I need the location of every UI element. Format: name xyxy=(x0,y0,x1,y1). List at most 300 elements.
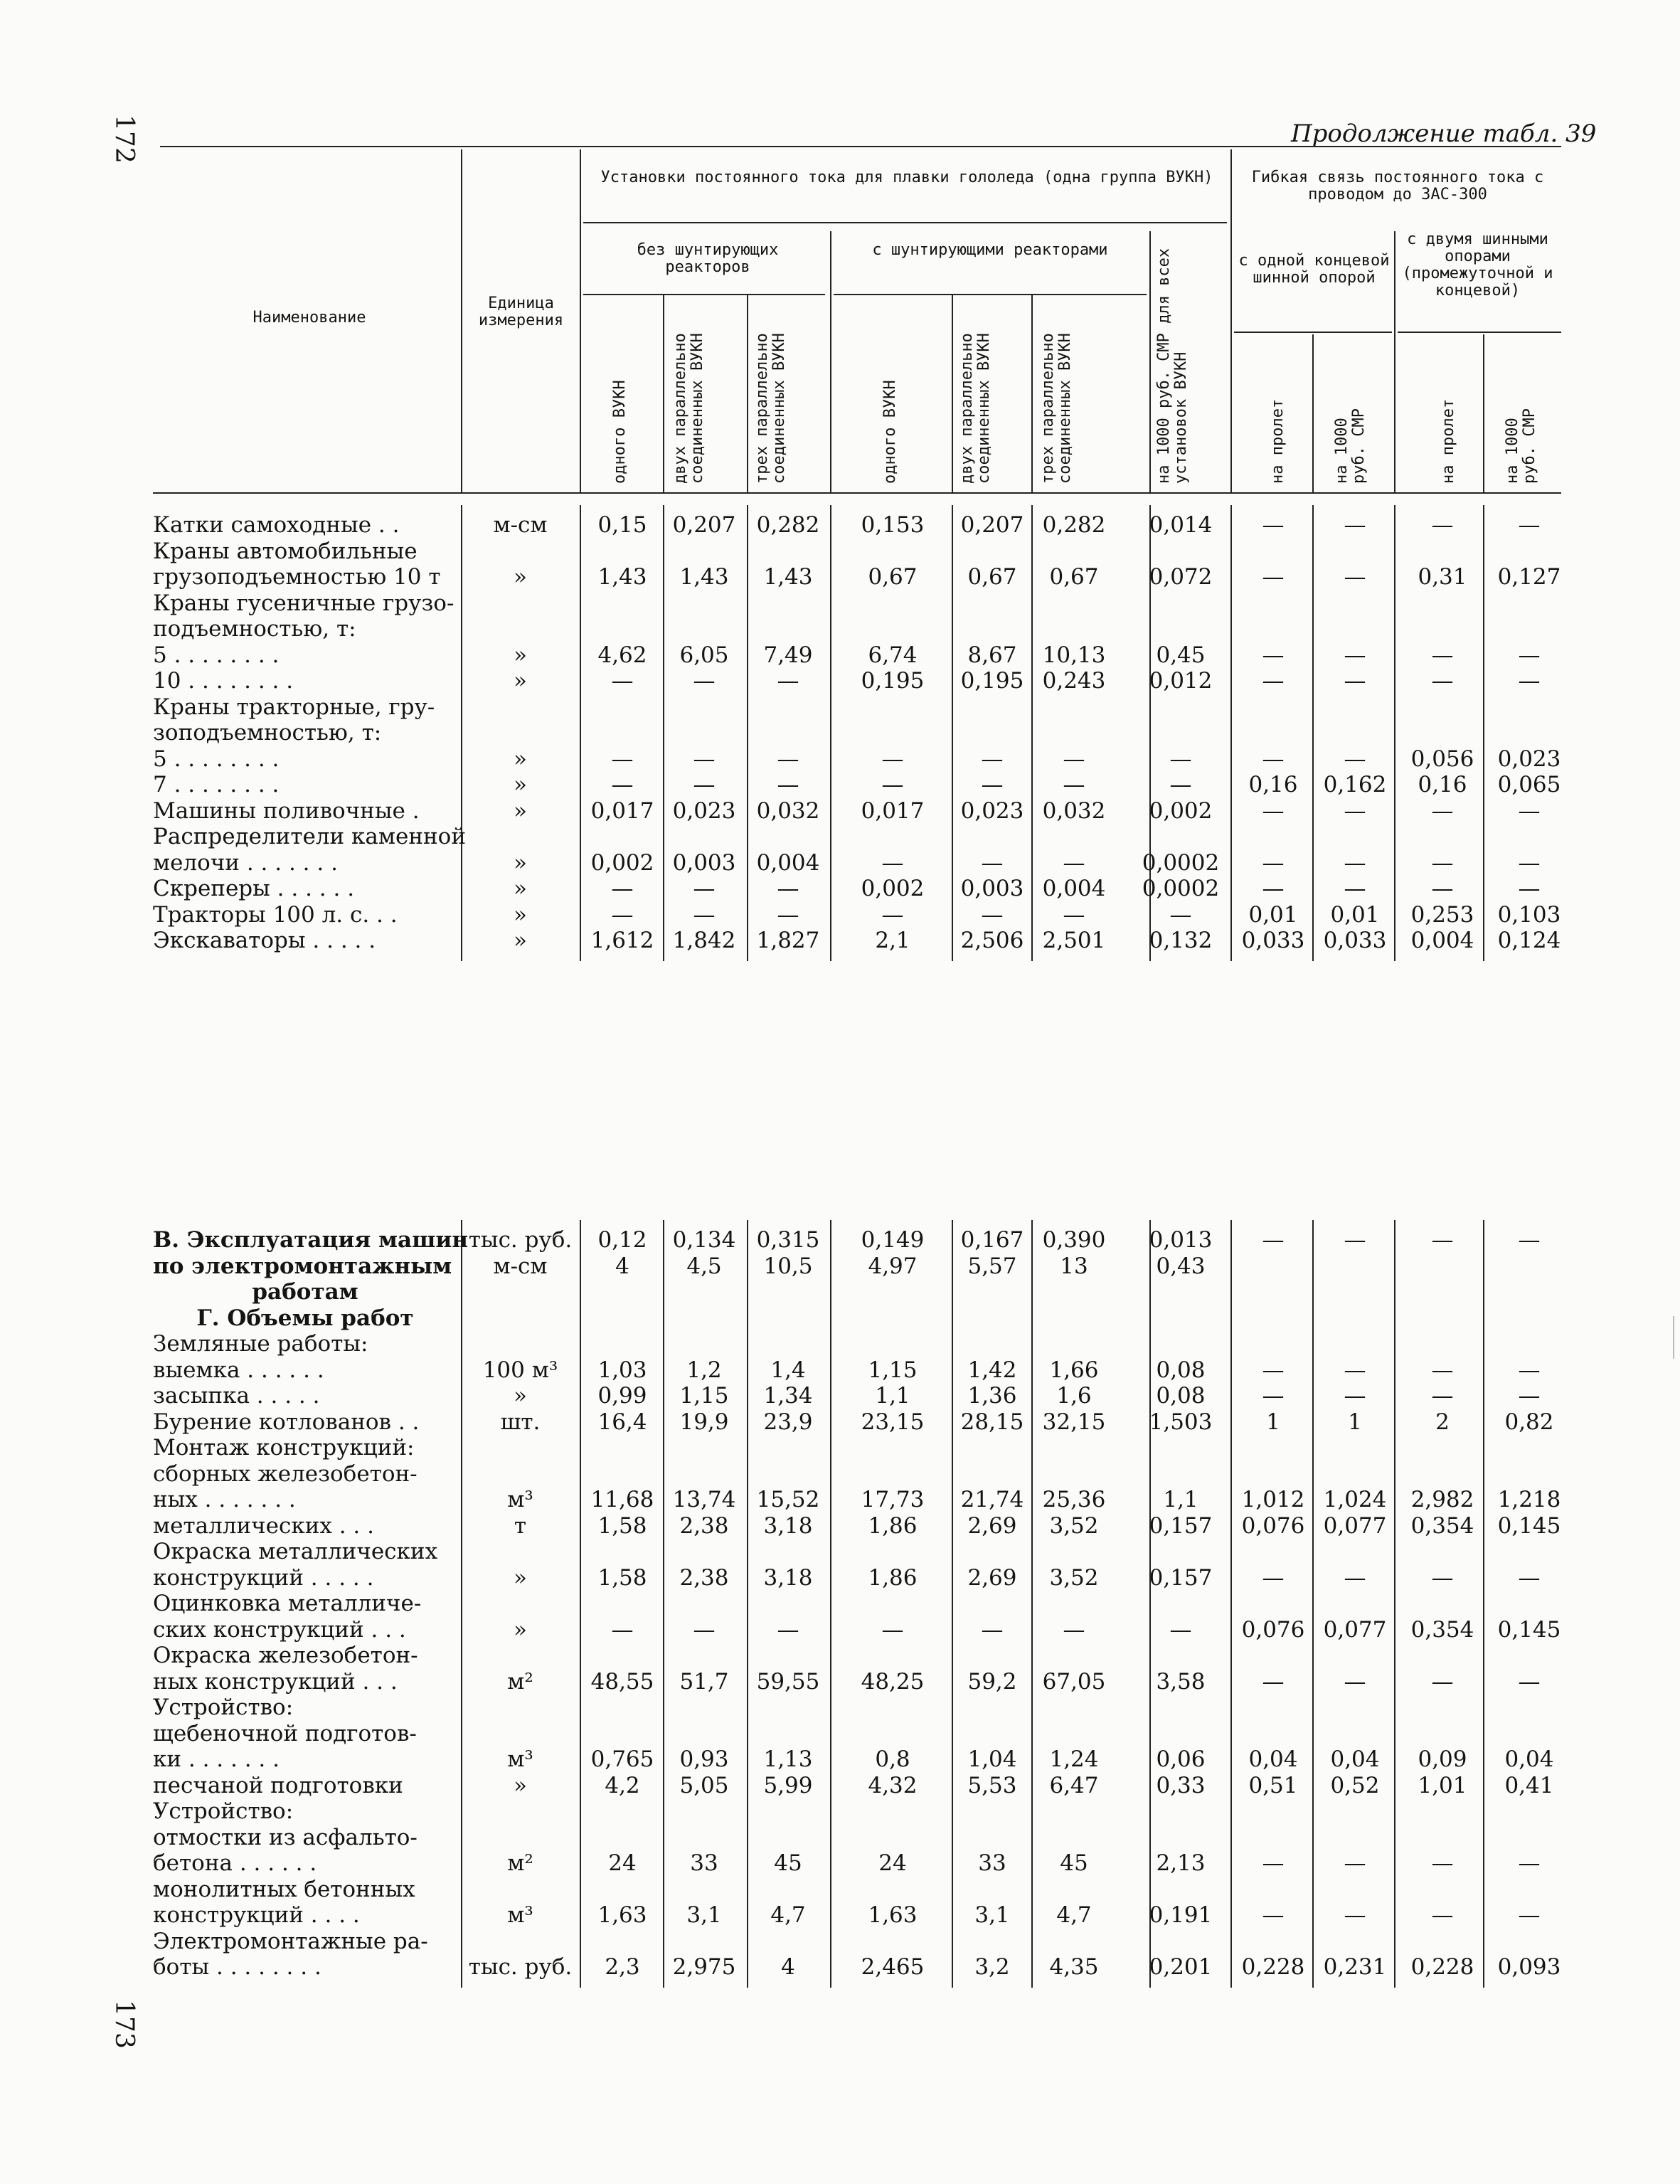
table-cell: — xyxy=(981,1616,1004,1643)
row-name: конструкций . . . . . xyxy=(153,1564,374,1591)
table-cell: 0,231 xyxy=(1323,1954,1387,1980)
table-cell: — xyxy=(1431,797,1454,824)
table-cell: — xyxy=(881,1616,904,1643)
header-group-b-sub1: с одной концевой шинной опорой xyxy=(1238,252,1390,287)
row-unit: » xyxy=(514,772,527,797)
table-cell: 0,228 xyxy=(1410,1954,1474,1980)
table-cell: — xyxy=(693,876,716,901)
table-cell: 4,7 xyxy=(770,1902,806,1928)
row-unit: » xyxy=(514,1564,527,1591)
table-cell: 3,2 xyxy=(974,1954,1010,1980)
table-cell: 0,16 xyxy=(1248,772,1298,797)
table-cell: 51,7 xyxy=(679,1668,729,1695)
table-cell: 2 xyxy=(1435,1409,1450,1435)
row-name: В. Эксплуатация машин xyxy=(153,1227,469,1253)
table-cell: 1,15 xyxy=(679,1383,729,1409)
row-name: Электромонтажные ра- xyxy=(153,1928,428,1954)
row-name: Распределители каменной xyxy=(153,824,467,849)
row-name: Земляные работы: xyxy=(153,1331,368,1357)
row-name: Бурение котлованов . . xyxy=(153,1409,420,1435)
table-cell: 1,1 xyxy=(1163,1487,1198,1512)
table-cell: — xyxy=(1262,797,1285,824)
table-cell: 0,012 xyxy=(1149,668,1213,694)
table-cell: 3,1 xyxy=(974,1902,1010,1928)
table-cell: 1,36 xyxy=(967,1383,1017,1409)
table-cell: 0,390 xyxy=(1042,1227,1106,1253)
row-name: песчаной подготовки xyxy=(153,1772,403,1798)
row-name: работам xyxy=(252,1279,358,1305)
table-cell: — xyxy=(1262,642,1285,668)
col-label: на 1000 руб. СМР для всех установок ВУКН xyxy=(1155,248,1190,484)
table-cell: — xyxy=(1431,1850,1454,1876)
table-cell: — xyxy=(777,876,799,901)
header-group-a-sub2: с шунтирующими реакторами xyxy=(872,241,1108,259)
table-cell: — xyxy=(1262,1564,1285,1591)
table-cell: 2,1 xyxy=(875,928,910,953)
table-cell: 0,12 xyxy=(597,1227,647,1253)
table-cell: — xyxy=(1344,512,1366,538)
table-cell: 0,077 xyxy=(1323,1512,1387,1539)
table-cell: 2,69 xyxy=(967,1564,1017,1591)
table-cell: 0,002 xyxy=(861,876,925,901)
row-unit: » xyxy=(514,1616,527,1643)
table-cell: 0,033 xyxy=(1241,928,1305,953)
table-cell: 28,15 xyxy=(960,1409,1024,1435)
table-cell: 0,67 xyxy=(967,564,1017,590)
header-group-b: Гибкая связь постоянного тока с проводом до 3АС-300 xyxy=(1251,169,1544,203)
table-cell: — xyxy=(1431,1902,1454,1928)
table-cell: 1,03 xyxy=(597,1357,647,1383)
row-name: металлических . . . xyxy=(153,1512,374,1539)
header-divider xyxy=(747,295,748,492)
header-divider xyxy=(1230,149,1232,492)
col-label: одного ВУКН xyxy=(611,380,629,484)
table-cell: 4,7 xyxy=(1056,1902,1092,1928)
row-unit: » xyxy=(514,901,527,928)
table-cell: 0,8 xyxy=(875,1746,910,1772)
header-group-b-sub2: с двумя шинными опорами (промежуточной и концевой) xyxy=(1402,230,1553,299)
table-cell: 0,06 xyxy=(1156,1746,1206,1772)
table-cell: 1,01 xyxy=(1418,1772,1467,1798)
table-cell: 0,023 xyxy=(960,797,1024,824)
table-cell: 1,43 xyxy=(763,564,813,590)
table-cell: 1,04 xyxy=(967,1746,1017,1772)
table-cell: 0,032 xyxy=(756,797,820,824)
row-name: ки . . . . . . . xyxy=(153,1746,280,1772)
table-cell: — xyxy=(1518,1668,1541,1695)
continuation-title: Продолжение табл. 39 xyxy=(1291,120,1597,148)
table-cell: 24 xyxy=(608,1850,637,1876)
table-cell: — xyxy=(1344,746,1366,772)
row-unit: » xyxy=(514,1772,527,1798)
table-cell: 0,67 xyxy=(868,564,918,590)
row-unit: м³ xyxy=(507,1487,533,1512)
col-label: на пролет xyxy=(1269,398,1287,484)
table-cell: — xyxy=(611,901,634,928)
table-cell: — xyxy=(1518,849,1541,876)
table-cell: 1,58 xyxy=(597,1564,647,1591)
table-cell: 1,63 xyxy=(597,1902,647,1928)
table-cell: — xyxy=(1344,1227,1366,1253)
row-name: грузоподъемностью 10 т xyxy=(153,564,441,590)
table-cell: 1,612 xyxy=(590,928,654,953)
table-cell: 1,66 xyxy=(1049,1357,1099,1383)
table-cell: 0,195 xyxy=(861,668,925,694)
row-name: Скреперы . . . . . . xyxy=(153,876,355,901)
row-name: Монтаж конструкций: xyxy=(153,1435,415,1461)
table-cell: 59,55 xyxy=(756,1668,820,1695)
table-cell: — xyxy=(1169,901,1192,928)
table-cell: — xyxy=(1262,564,1285,590)
row-unit: » xyxy=(514,876,527,901)
table-cell: — xyxy=(1344,668,1366,694)
table-cell: 23,9 xyxy=(763,1409,813,1435)
row-name: 5 . . . . . . . . xyxy=(153,642,280,668)
table-cell: 3,1 xyxy=(686,1902,722,1928)
table-cell: — xyxy=(1518,1227,1541,1253)
row-name: 10 . . . . . . . . xyxy=(153,668,294,694)
table-cell: 0,004 xyxy=(756,849,820,876)
top-rule xyxy=(160,146,1561,147)
table-cell: 0,167 xyxy=(960,1227,1024,1253)
row-name: по электромонтажным xyxy=(153,1253,452,1279)
table-cell: 0,065 xyxy=(1497,772,1561,797)
header-divider xyxy=(583,294,825,295)
table-cell: — xyxy=(611,1616,634,1643)
header-divider xyxy=(830,231,831,492)
table-cell: 1,58 xyxy=(597,1512,647,1539)
header-divider xyxy=(1394,231,1395,492)
table-cell: 1,13 xyxy=(763,1746,813,1772)
table-cell: 0,002 xyxy=(1149,797,1213,824)
table-cell: 0,162 xyxy=(1323,772,1387,797)
table-cell: 0,0002 xyxy=(1142,849,1220,876)
table-cell: — xyxy=(1063,901,1085,928)
table-cell: 7,49 xyxy=(763,642,813,668)
col-label: на пролет xyxy=(1440,398,1457,484)
row-name: Г. Объемы работ xyxy=(196,1305,414,1331)
table-cell: — xyxy=(1169,746,1192,772)
table-cell: 2,38 xyxy=(679,1564,729,1591)
table-cell: 0,145 xyxy=(1497,1512,1561,1539)
table-cell: 0,093 xyxy=(1497,1954,1561,1980)
table-cell: 0,017 xyxy=(590,797,654,824)
table-cell: 0,033 xyxy=(1323,928,1387,953)
table-cell: 1,218 xyxy=(1497,1487,1561,1512)
row-name: засыпка . . . . . xyxy=(153,1383,320,1409)
table-cell: 0,282 xyxy=(756,512,820,538)
table-cell: 0,04 xyxy=(1330,1746,1380,1772)
row-unit: т xyxy=(514,1512,527,1539)
row-name: Катки самоходные . . xyxy=(153,512,400,538)
table-cell: 11,68 xyxy=(590,1487,654,1512)
table-cell: 24 xyxy=(878,1850,907,1876)
table-cell: 1,024 xyxy=(1323,1487,1387,1512)
table-cell: 0,157 xyxy=(1149,1512,1213,1539)
table-cell: 0,99 xyxy=(597,1383,647,1409)
header-divider xyxy=(1312,334,1314,492)
table-cell: 45 xyxy=(774,1850,802,1876)
table-cell: — xyxy=(1518,1357,1541,1383)
table-cell: 0,765 xyxy=(590,1746,654,1772)
table-cell: 5,99 xyxy=(763,1772,813,1798)
table-cell: — xyxy=(1431,1564,1454,1591)
table-cell: 45 xyxy=(1060,1850,1088,1876)
header-divider xyxy=(1031,295,1033,492)
table-cell: 0,145 xyxy=(1497,1616,1561,1643)
table-cell: — xyxy=(1518,797,1541,824)
table-cell: — xyxy=(1344,564,1366,590)
table-cell: 16,4 xyxy=(597,1409,647,1435)
col-label: одного ВУКН xyxy=(881,380,899,484)
table-cell: 5,53 xyxy=(967,1772,1017,1798)
table-cell: — xyxy=(1431,1227,1454,1253)
table-cell: 0,124 xyxy=(1497,928,1561,953)
row-name: 5 . . . . . . . . xyxy=(153,746,280,772)
table-cell: 0,354 xyxy=(1410,1616,1474,1643)
table-cell: 0,191 xyxy=(1149,1902,1213,1928)
table-cell: 4 xyxy=(781,1954,795,1980)
table-cell: — xyxy=(777,668,799,694)
table-cell: 13,74 xyxy=(672,1487,736,1512)
table-cell: 0,08 xyxy=(1156,1357,1206,1383)
table-cell: 13 xyxy=(1060,1253,1088,1279)
row-name: 7 . . . . . . . . xyxy=(153,772,280,797)
col-label: трех параллельно соединенных ВУКН xyxy=(753,333,788,484)
table-cell: 10,13 xyxy=(1042,642,1106,668)
table-cell: 4,32 xyxy=(868,1772,918,1798)
table-cell: — xyxy=(981,772,1004,797)
table-cell: 1,43 xyxy=(597,564,647,590)
table-cell: 0,354 xyxy=(1410,1512,1474,1539)
table-cell: 0,315 xyxy=(756,1227,820,1253)
table-cell: 0,004 xyxy=(1042,876,1106,901)
table-cell: 2,69 xyxy=(967,1512,1017,1539)
table-cell: — xyxy=(1518,1564,1541,1591)
col-label: двух параллельно соединенных ВУКН xyxy=(671,333,706,484)
table-cell: 1,827 xyxy=(756,928,820,953)
row-unit: » xyxy=(514,1383,527,1409)
table-cell: — xyxy=(1262,1357,1285,1383)
table-cell: 2,982 xyxy=(1410,1487,1474,1512)
table-cell: 0,43 xyxy=(1156,1253,1206,1279)
table-cell: — xyxy=(1518,876,1541,901)
table-cell: 59,2 xyxy=(967,1668,1017,1695)
row-name: Краны автомобильные xyxy=(153,538,418,564)
table-cell: — xyxy=(1063,746,1085,772)
table-cell: — xyxy=(881,849,904,876)
table-cell: 2,506 xyxy=(960,928,1024,953)
table-cell: — xyxy=(1344,1357,1366,1383)
table-cell: 1,6 xyxy=(1056,1383,1092,1409)
table-cell: — xyxy=(777,772,799,797)
table-cell: 0,157 xyxy=(1149,1564,1213,1591)
table-cell: 4,97 xyxy=(868,1253,918,1279)
table-cell: — xyxy=(777,901,799,928)
table-cell: — xyxy=(1063,849,1085,876)
table-cell: 0,15 xyxy=(597,512,647,538)
table-cell: 1,1 xyxy=(875,1383,910,1409)
row-name: Окраска металлических xyxy=(153,1539,438,1564)
table-cell: 2,38 xyxy=(679,1512,729,1539)
row-name: зоподъемностью, т: xyxy=(153,720,382,746)
table-cell: 0,201 xyxy=(1149,1954,1213,1980)
table-cell: 2,501 xyxy=(1042,928,1106,953)
row-name: Устройство: xyxy=(153,1798,294,1824)
row-unit: 100 м³ xyxy=(482,1357,558,1383)
row-name: конструкций . . . . xyxy=(153,1902,360,1928)
table-cell: — xyxy=(1344,1850,1366,1876)
table-cell: 0,195 xyxy=(960,668,1024,694)
table-cell: 67,05 xyxy=(1042,1668,1106,1695)
row-unit: » xyxy=(514,642,527,668)
row-unit: » xyxy=(514,849,527,876)
table-cell: — xyxy=(1518,1850,1541,1876)
table-cell: 1,42 xyxy=(967,1357,1017,1383)
row-unit: м² xyxy=(507,1668,533,1695)
row-unit: м-см xyxy=(493,1253,548,1279)
table-cell: 0,002 xyxy=(590,849,654,876)
table-cell: 1 xyxy=(1348,1409,1362,1435)
table-cell: 0,017 xyxy=(861,797,925,824)
table-cell: 48,25 xyxy=(861,1668,925,1695)
table-cell: — xyxy=(611,876,634,901)
table-cell: 25,36 xyxy=(1042,1487,1106,1512)
table-cell: 1,86 xyxy=(868,1564,918,1591)
header-divider xyxy=(1483,334,1484,492)
table-cell: — xyxy=(777,1616,799,1643)
table-cell: 0,149 xyxy=(861,1227,925,1253)
col-label: двух параллельно соединенных ВУКН xyxy=(958,333,993,484)
table-cell: 0,82 xyxy=(1504,1409,1554,1435)
row-name: выемка . . . . . . xyxy=(153,1357,324,1383)
header-divider xyxy=(1398,332,1561,333)
row-unit: шт. xyxy=(500,1409,541,1435)
table-cell: — xyxy=(1262,849,1285,876)
table-cell: 0,01 xyxy=(1330,901,1380,928)
table-cell: 15,52 xyxy=(756,1487,820,1512)
table-cell: — xyxy=(1063,1616,1085,1643)
table-cell: 0,003 xyxy=(672,849,736,876)
table-cell: — xyxy=(1262,876,1285,901)
table-cell: 1,842 xyxy=(672,928,736,953)
table-cell: 3,52 xyxy=(1049,1564,1099,1591)
table-cell: 1 xyxy=(1266,1409,1280,1435)
table-cell: 5,57 xyxy=(967,1253,1017,1279)
table-cell: 2,975 xyxy=(672,1954,736,1980)
row-name: Оцинковка металличе- xyxy=(153,1591,422,1616)
table-cell: 1,503 xyxy=(1149,1409,1213,1435)
table-cell: — xyxy=(611,668,634,694)
table-cell: — xyxy=(1262,1668,1285,1695)
table-cell: — xyxy=(1344,797,1366,824)
header-divider xyxy=(580,149,581,492)
table-cell: 4,5 xyxy=(686,1253,722,1279)
row-name: щебеночной подготов- xyxy=(153,1720,417,1746)
table-cell: — xyxy=(1262,1227,1285,1253)
table-cell: 2,465 xyxy=(861,1954,925,1980)
table-cell: 0,16 xyxy=(1418,772,1467,797)
table-cell: 1,2 xyxy=(686,1357,722,1383)
table-cell: 0,003 xyxy=(960,876,1024,901)
row-name: Устройство: xyxy=(153,1695,294,1720)
table-cell: — xyxy=(881,901,904,928)
header-divider xyxy=(952,295,953,492)
table-cell: — xyxy=(1431,642,1454,668)
table-cell: 4 xyxy=(615,1253,629,1279)
table-cell: — xyxy=(1262,1902,1285,1928)
header-unit-column: Единица измерения xyxy=(478,295,564,329)
row-unit: тыс. руб. xyxy=(468,1227,573,1253)
table-cell: 0,253 xyxy=(1410,901,1474,928)
table-cell: — xyxy=(981,849,1004,876)
table-cell: 0,077 xyxy=(1323,1616,1387,1643)
table-cell: 4,35 xyxy=(1049,1954,1099,1980)
table-cell: 0,013 xyxy=(1149,1227,1213,1253)
table-cell: 0,33 xyxy=(1156,1772,1206,1798)
table-cell: — xyxy=(693,746,716,772)
table-cell: 19,9 xyxy=(679,1409,729,1435)
row-name: Машины поливочные . xyxy=(153,797,420,824)
table-cell: — xyxy=(611,772,634,797)
table-cell: 0,31 xyxy=(1418,564,1467,590)
table-cell: 0,282 xyxy=(1042,512,1106,538)
table-cell: 21,74 xyxy=(960,1487,1024,1512)
row-name: боты . . . . . . . . xyxy=(153,1954,321,1980)
row-name: Тракторы 100 л. с. . . xyxy=(153,901,398,928)
table-cell: 0,45 xyxy=(1156,642,1206,668)
table-cell: 0,134 xyxy=(672,1227,736,1253)
row-name: монолитных бетонных xyxy=(153,1876,415,1902)
row-unit: » xyxy=(514,564,527,590)
row-unit: » xyxy=(514,928,527,953)
table-cell: 1,34 xyxy=(763,1383,813,1409)
table-cell: — xyxy=(1344,849,1366,876)
table-cell: — xyxy=(1344,876,1366,901)
table-cell: 0,004 xyxy=(1410,928,1474,953)
col-label: трех параллельно соединенных ВУКН xyxy=(1039,333,1074,484)
page-number-top: 172 xyxy=(109,115,139,164)
table-cell: — xyxy=(611,746,634,772)
table-cell: — xyxy=(1431,849,1454,876)
row-unit: м³ xyxy=(507,1746,533,1772)
header-divider xyxy=(583,222,1227,223)
table-cell: — xyxy=(1262,1383,1285,1409)
table-cell: — xyxy=(1518,512,1541,538)
table-cell: 4,62 xyxy=(597,642,647,668)
table-cell: 0,076 xyxy=(1241,1616,1305,1643)
table-cell: 0,023 xyxy=(672,797,736,824)
row-name: подъемностью, т: xyxy=(153,616,356,642)
table-cell: — xyxy=(1431,512,1454,538)
table-cell: — xyxy=(693,668,716,694)
row-name: Краны тракторные, гру- xyxy=(153,694,435,720)
table-cell: — xyxy=(1063,772,1085,797)
row-name: сборных железобетон- xyxy=(153,1461,418,1487)
row-unit: м-см xyxy=(493,512,548,538)
table-cell: 0,153 xyxy=(861,512,925,538)
table-cell: 0,09 xyxy=(1418,1746,1467,1772)
table-cell: 0,023 xyxy=(1497,746,1561,772)
table-cell: 3,58 xyxy=(1156,1668,1206,1695)
table-cell: — xyxy=(1344,1668,1366,1695)
row-name: Окраска железобетон- xyxy=(153,1643,418,1668)
table-cell: 0,072 xyxy=(1149,564,1213,590)
table-cell: 0,207 xyxy=(960,512,1024,538)
table-cell: 0,04 xyxy=(1504,1746,1554,1772)
table-cell: 1,24 xyxy=(1049,1746,1099,1772)
table-cell: — xyxy=(881,772,904,797)
